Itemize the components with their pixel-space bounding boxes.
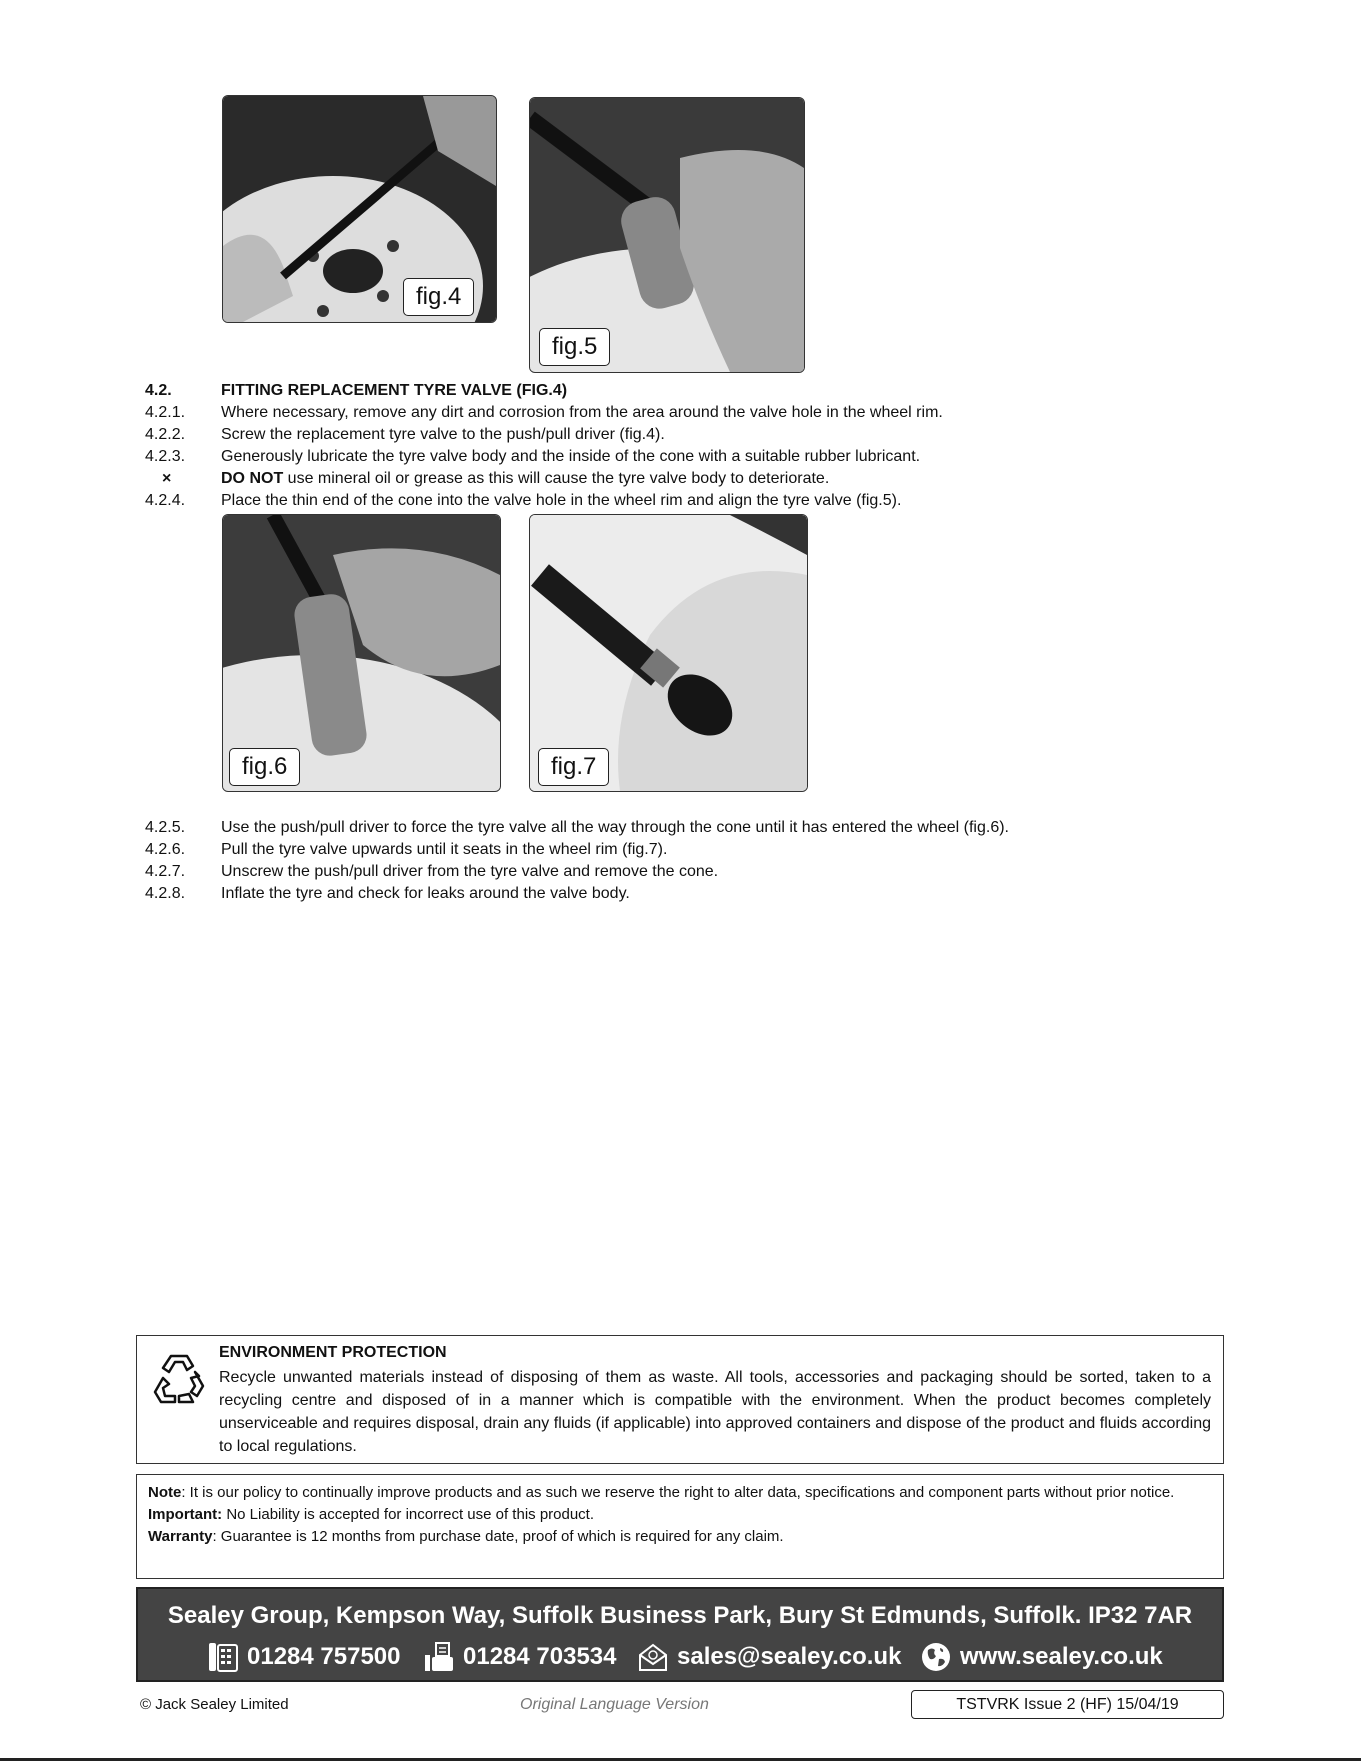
document-reference: TSTVRK Issue 2 (HF) 15/04/19 <box>911 1690 1224 1719</box>
warning-row <box>145 468 1225 490</box>
fig5-label: fig.5 <box>539 328 610 366</box>
environment-title: ENVIRONMENT PROTECTION <box>219 1344 447 1361</box>
copyright: © Jack Sealey Limited <box>140 1696 289 1713</box>
fig6-photo <box>222 514 501 792</box>
step-number: 4.2.7. <box>145 863 186 880</box>
step-row <box>145 490 1225 512</box>
step-row <box>145 424 1225 446</box>
step-number: 4.2.4. <box>145 492 186 509</box>
warning-text: use mineral oil or grease as this will cause the tyre valve body to deteriorate. <box>283 470 830 487</box>
step-row <box>145 861 1225 883</box>
step-number: 4.2.5. <box>145 819 186 836</box>
step-text: Use the push/pull driver to force the tyre valve all the way through the cone until it has entered the wheel (fig.6). <box>221 819 1009 836</box>
section-heading <box>145 380 1225 402</box>
globe-icon <box>920 1641 952 1673</box>
recycle-icon <box>149 1348 209 1408</box>
email-address[interactable]: sales@sealey.co.uk <box>677 1643 902 1670</box>
step-text: Place the thin end of the cone into the valve hole in the wheel rim and align the tyre valve (fig.5). <box>221 492 902 509</box>
step-row <box>145 402 1225 424</box>
phone-icon <box>207 1641 239 1673</box>
warning-bold: DO NOT <box>221 470 284 487</box>
important-label: Important: <box>148 1506 223 1523</box>
step-text: Unscrew the push/pull driver from the tyre valve and remove the cone. <box>221 863 719 880</box>
step-number: 4.2.8. <box>145 885 186 902</box>
phone-number[interactable]: 01284 757500 <box>247 1643 401 1670</box>
contact-banner <box>136 1587 1224 1682</box>
notes-box <box>136 1474 1224 1579</box>
fax-contact <box>423 1641 617 1673</box>
fig5-photo <box>529 97 805 373</box>
step-row <box>145 446 1225 468</box>
environment-body: Recycle unwanted materials instead of disposing of them as waste. All tools, accessories and packaging should be sorted, taken to a recycling centre and disposed of in a manner which is compatible with the environment. When the product becomes completely unserviceable and requires disposal, drain any fluids (if applicable) into approved containers and dispose of the product and fluids according to local regulations. <box>219 1369 1211 1455</box>
step-number: 4.2.6. <box>145 841 186 858</box>
environment-protection-box <box>136 1335 1224 1464</box>
important-text: No Liability is accepted for incorrect use of this product. <box>222 1506 595 1523</box>
website-url[interactable]: www.sealey.co.uk <box>960 1643 1163 1670</box>
warranty-text: : Guarantee is 12 months from purchase date, proof of which is required for any claim. <box>212 1528 784 1545</box>
company-address: Sealey Group, Kempson Way, Suffolk Business Park, Bury St Edmunds, Suffolk. IP32 7AR <box>167 1602 1193 1629</box>
note-text: : It is our policy to continually improve products and as such we reserve the right to alter data, specifications and component parts without prior notice. <box>181 1484 1175 1501</box>
instructions-part-b <box>145 817 1225 905</box>
step-row <box>145 839 1225 861</box>
fig7-photo <box>529 514 808 792</box>
website-contact <box>920 1641 1163 1673</box>
step-text: Where necessary, remove any dirt and corrosion from the area around the valve hole in the wheel rim. <box>221 404 943 421</box>
warranty-paragraph <box>148 1526 1212 1548</box>
section-number: 4.2. <box>145 382 172 399</box>
fig6-label: fig.6 <box>229 748 300 786</box>
instructions-part-a <box>145 380 1225 510</box>
step-number: 4.2.1. <box>145 404 186 421</box>
step-text: Screw the replacement tyre valve to the push/pull driver (fig.4). <box>221 426 665 443</box>
step-text: Generously lubricate the tyre valve body and the inside of the cone with a suitable rubber lubricant. <box>221 448 921 465</box>
phone-contact <box>207 1641 401 1673</box>
step-row <box>145 817 1225 839</box>
step-number: 4.2.3. <box>145 448 186 465</box>
step-number: 4.2.2. <box>145 426 186 443</box>
note-paragraph <box>148 1482 1212 1504</box>
fax-icon <box>423 1641 455 1673</box>
fig4-label: fig.4 <box>403 278 474 316</box>
step-text: Inflate the tyre and check for leaks around the valve body. <box>221 885 630 902</box>
section-title: FITTING REPLACEMENT TYRE VALVE (FIG.4) <box>221 382 568 399</box>
step-row <box>145 883 1225 905</box>
fig7-label: fig.7 <box>538 748 609 786</box>
language-version: Original Language Version <box>520 1696 709 1713</box>
fig4-photo <box>222 95 497 323</box>
note-label: Note <box>148 1484 182 1501</box>
email-contact <box>637 1641 901 1673</box>
warning-icon: × <box>162 470 172 487</box>
fax-number[interactable]: 01284 703534 <box>463 1643 617 1670</box>
step-text: Pull the tyre valve upwards until it seats in the wheel rim (fig.7). <box>221 841 668 858</box>
warranty-label: Warranty <box>148 1528 213 1545</box>
important-paragraph <box>148 1504 1212 1526</box>
email-icon <box>637 1641 669 1673</box>
